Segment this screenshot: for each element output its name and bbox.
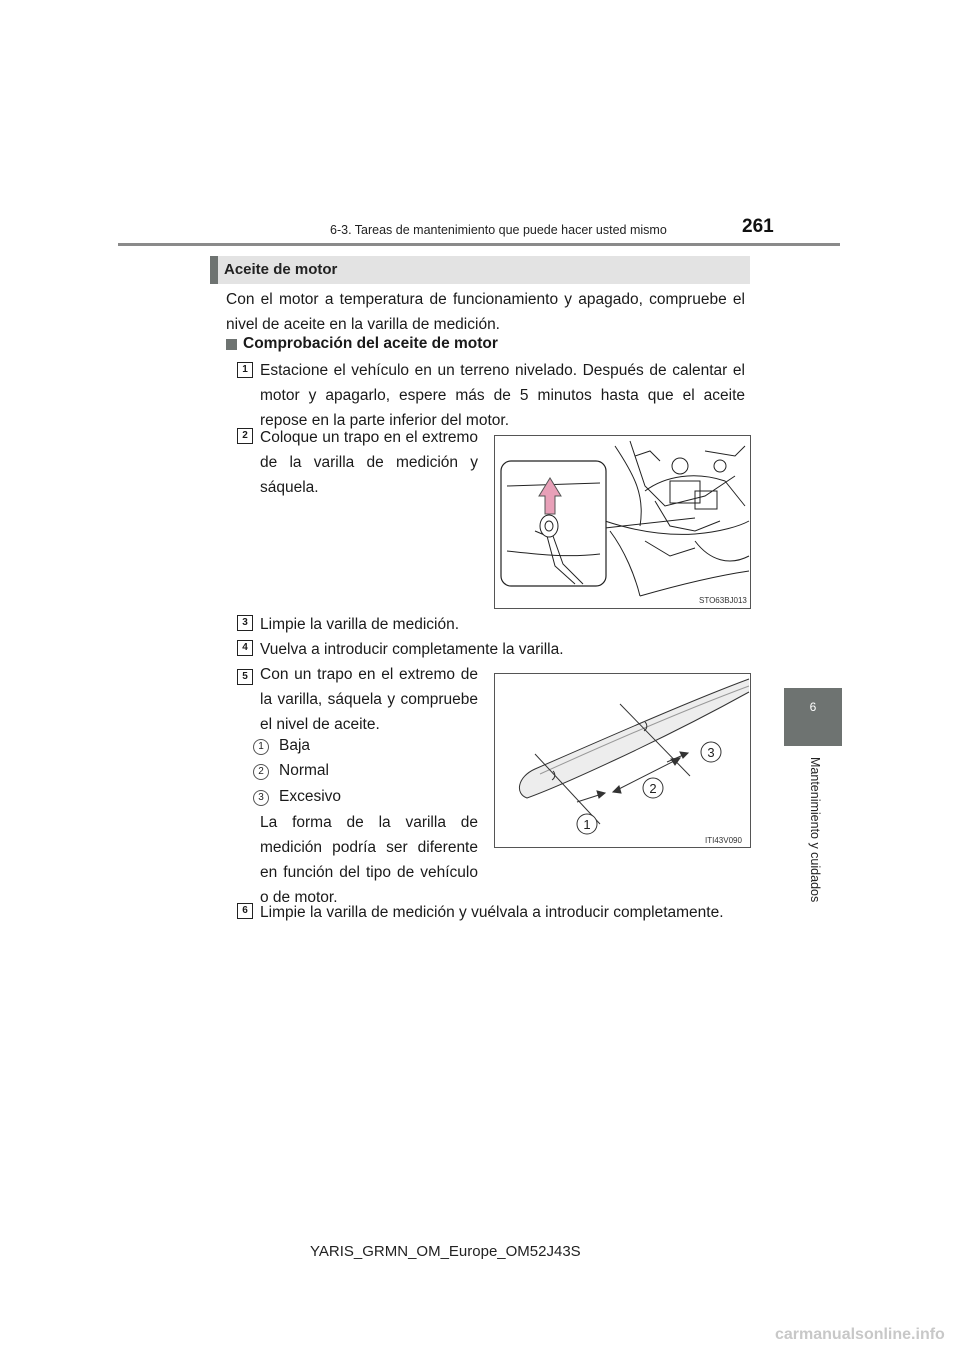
figure-dipstick-levels: [494, 673, 751, 848]
fig2-callout-3: 3: [707, 745, 715, 760]
level-label-excess: Excesivo: [279, 788, 342, 805]
intro-paragraph: Con el motor a temperatura de funcionamiento y apagado, compruebe el nivel de aceite en la varilla de medición.: [226, 291, 745, 333]
level-callout-3: 3: [253, 790, 269, 806]
step-text-1: Estacione el vehículo en un terreno nivelado. Después de calentar el motor y apagarlo, espere más de 5 minutos hasta que el aceite repose en la parte inferior del motor.: [260, 362, 745, 429]
figure-dipstick-removal: [494, 435, 751, 609]
step-text-4: Vuelva a introducir completamente la varilla.: [260, 641, 564, 658]
step-badge-1: 1: [237, 362, 253, 378]
page-number: 261: [742, 216, 774, 237]
step-text-6: Limpie la varilla de medición y vuélvala a introducir completamente.: [260, 904, 724, 921]
figure-code-1: STO63BJ013: [699, 596, 747, 605]
step-text-3: Limpie la varilla de medición.: [260, 616, 460, 633]
watermark: carmanualsonline.info: [775, 1326, 945, 1343]
section-heading-accent: [210, 256, 218, 284]
running-header: 6-3. Tareas de mantenimiento que puede hacer usted mismo: [330, 223, 667, 237]
step-badge-2: 2: [237, 428, 253, 444]
dipstick-shape-note: La forma de la varilla de medición podría ser diferente en función del tipo de vehículo o de motor.: [260, 814, 478, 906]
level-label-low: Baja: [279, 737, 311, 754]
chapter-label: Mantenimiento y cuidados: [808, 757, 822, 903]
section-title: Aceite de motor: [224, 261, 338, 278]
level-callout-1: 1: [253, 739, 269, 755]
step-badge-3: 3: [237, 615, 253, 631]
chapter-tab: [784, 688, 842, 746]
document-footer-code: YARIS_GRMN_OM_Europe_OM52J43S: [310, 1243, 581, 1260]
engine-bay-illustration: [495, 436, 750, 608]
header-rule: [118, 243, 840, 246]
fig2-callout-2: 2: [649, 781, 657, 796]
step-text-5: Con un trapo en el extremo de la varilla, sáquela y compruebe el nivel de aceite.: [260, 666, 478, 733]
level-callout-2: 2: [253, 764, 269, 780]
subsection-title: Comprobación del aceite de motor: [243, 335, 498, 352]
step-badge-6: 6: [237, 903, 253, 919]
chapter-number: 6: [809, 700, 817, 714]
level-label-normal: Normal: [279, 762, 329, 779]
step-badge-4: 4: [237, 640, 253, 656]
step-badge-5: 5: [237, 669, 253, 685]
step-text-2: Coloque un trapo en el extremo de la varilla de medición y sáquela.: [260, 429, 478, 496]
dipstick-illustration: [495, 674, 750, 847]
fig2-callout-1: 1: [583, 817, 591, 832]
figure-code-2: ITI43V090: [705, 836, 742, 845]
bullet-square-icon: [226, 339, 237, 350]
